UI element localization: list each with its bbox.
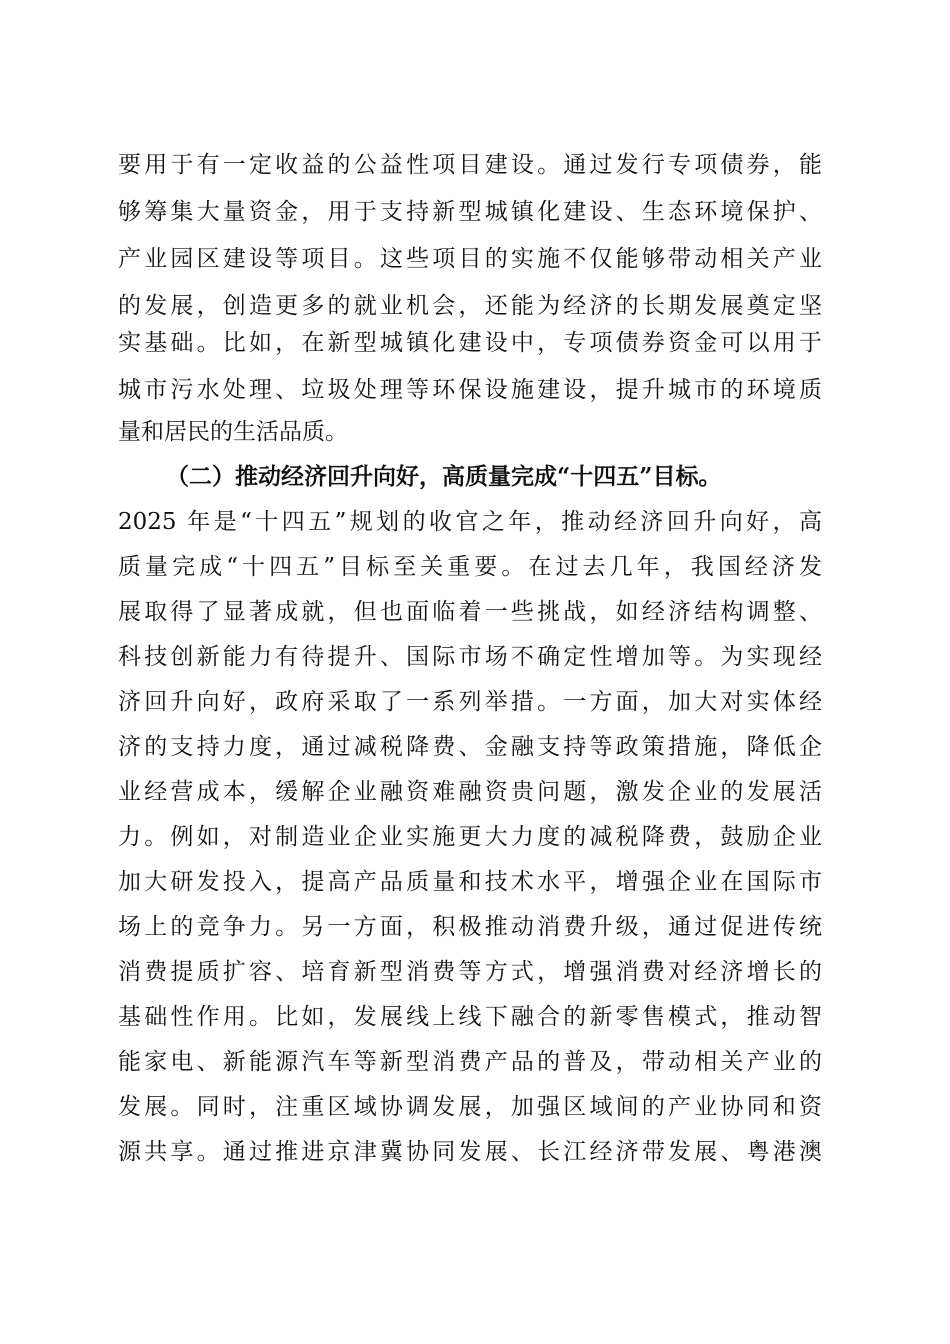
paragraph-2-line-11: 消费提质扩容、培育新型消费等方式，增强消费对经济增长的 [118,959,822,985]
paragraph-2-line-4: 科技创新能力有待提升、国际市场不确定性增加等。为实现经 [118,644,822,670]
paragraph-2-line-7: 业经营成本，缓解企业融资难融资贵问题，激发企业的发展活 [118,779,822,805]
paragraph-1-line-5: 实基础。比如，在新型城镇化建设中，专项债券资金可以用于 [118,330,822,356]
paragraph-2-line-15: 源共享。通过推进京津冀协同发展、长江经济带发展、粤港澳 [118,1139,822,1165]
paragraph-2-line-8: 力。例如，对制造业企业实施更大力度的减税降费，鼓励企业 [118,824,822,850]
paragraph-2-line-5: 济回升向好，政府采取了一系列举措。一方面，加大对实体经 [118,689,822,715]
paragraph-1-line-2: 够筹集大量资金，用于支持新型城镇化建设、生态环境保护、 [118,199,822,225]
paragraph-1-line-4: 的发展，创造更多的就业机会，还能为经济的长期发展奠定坚 [118,293,822,319]
paragraph-2-line-14: 发展。同时，注重区域协调发展，加强区域间的产业协同和资 [118,1094,822,1120]
section-heading: （二）推动经济回升向好，高质量完成“十四五”目标。 [166,463,722,490]
paragraph-2-line-10: 场上的竞争力。另一方面，积极推动消费升级，通过促进传统 [118,914,822,940]
paragraph-2-line-6: 济的支持力度，通过减税降费、金融支持等政策措施，降低企 [118,734,822,760]
paragraph-2-line-3: 展取得了显著成就，但也面临着一些挑战，如经济结构调整、 [118,599,822,625]
paragraph-1-line-3: 产业园区建设等项目。这些项目的实施不仅能够带动相关产业 [118,246,822,272]
paragraph-2-line-12: 基础性作用。比如，发展线上线下融合的新零售模式，推动智 [118,1004,822,1030]
paragraph-1-line-1: 要用于有一定收益的公益性项目建设。通过发行专项债券，能 [118,152,822,178]
paragraph-2-line-2: 质量完成“十四五”目标至关重要。在过去几年，我国经济发 [118,554,822,580]
paragraph-1-line-7: 量和居民的生活品质。 [118,419,348,445]
paragraph-2-line-9: 加大研发投入，提高产品质量和技术水平，增强企业在国际市 [118,869,822,895]
paragraph-1-line-6: 城市污水处理、垃圾处理等环保设施建设，提升城市的环境质 [118,377,822,403]
paragraph-2-line-13: 能家电、新能源汽车等新型消费产品的普及，带动相关产业的 [118,1049,822,1075]
paragraph-2-line-1: 2025 年是“十四五”规划的收官之年，推动经济回升向好，高 [118,509,822,535]
